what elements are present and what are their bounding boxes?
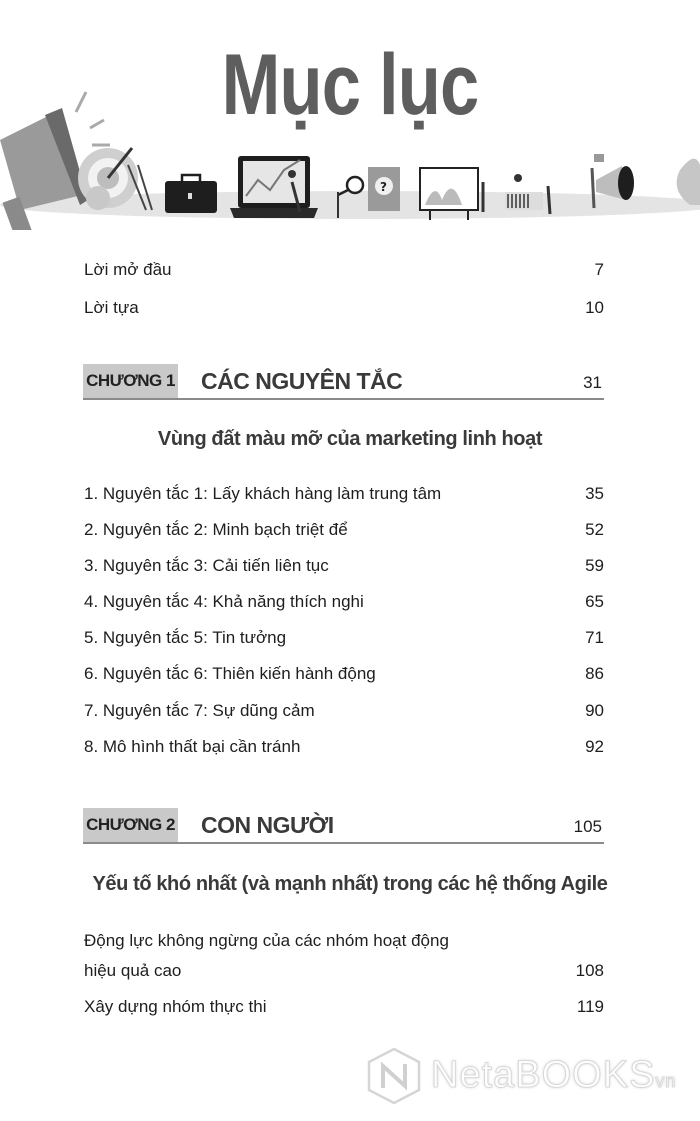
toc-entry-title: 7. Nguyên tắc 7: Sự dũng cảm [84,701,315,720]
chapter-page: 31 [583,373,602,392]
netabooks-logo-icon [365,1046,423,1106]
chapter-subtitle: Vùng đất màu mỡ của marketing linh hoạt [157,428,543,450]
chapter-heading-2[interactable] [83,808,604,844]
chapter-name: CÁC NGUYÊN TẮC [201,368,403,394]
watermark-brand: NetaBOOKS [431,1054,656,1096]
toc-entry-page: 90 [585,701,604,720]
chapter-name: CON NGƯỜI [201,812,334,838]
toc-entry-page: 86 [585,664,604,683]
plant-icon [677,159,700,205]
toc-entry-page: 7 [594,260,604,279]
laptop-icon [230,156,318,218]
toc-entry-page: 52 [585,520,604,539]
watermark-logo [365,1046,695,1106]
toc-entry-page: 59 [585,556,604,575]
toc-entry-page: 119 [576,997,604,1016]
toc-entry-title: Lời mở đầu [84,260,172,279]
chapter-label: CHƯƠNG 2 [83,808,178,842]
watermark-suffix: vn [655,1071,677,1091]
toc-entry-title: 6. Nguyên tắc 6: Thiên kiến hành động [84,664,376,683]
toc-entry-title-line2: hiệu quả cao [84,961,182,980]
chapter-subtitle: Yếu tố khó nhất (và mạnh nhất) trong các hệ thống Agile [92,873,608,895]
chapter-heading-1[interactable] [83,364,604,400]
toc-entry-page: 10 [585,298,604,317]
toc-entry-title: 2. Nguyên tắc 2: Minh bạch triệt để [84,520,348,539]
toc-entry-title: Lời tựa [84,298,139,317]
toc-entry-page: 35 [585,484,604,503]
chapter-page: 105 [573,817,602,836]
toc-entry-title-line1: Động lực không ngừng của các nhóm hoạt động [84,931,449,950]
toc-entry-title: 8. Mô hình thất bại cần tránh [84,737,301,756]
toc-entry-page: 71 [585,628,604,647]
toc-entry[interactable] [84,930,604,980]
toc-entry-title: 5. Nguyên tắc 5: Tin tưởng [84,628,287,647]
toc-entry-title: Xây dựng nhóm thực thi [84,997,267,1016]
header-banner [0,0,700,230]
watermark-text [431,1054,676,1097]
toc-entry-page: 65 [585,592,604,611]
toc-entry-page: 92 [585,737,604,756]
toc-entry-title: 4. Nguyên tắc 4: Khả năng thích nghi [84,592,364,611]
briefcase-icon [165,175,217,213]
page-title: Mục lục [221,37,479,133]
toc-entry-page: 108 [575,961,604,980]
chapter-label: CHƯƠNG 1 [83,364,178,398]
toc-entry-title: 1. Nguyên tắc 1: Lấy khách hàng làm trung tâm [84,484,442,503]
toc-entry-title: 3. Nguyên tắc 3: Cải tiến liên tục [84,556,329,575]
svg-text:?: ? [380,180,387,194]
